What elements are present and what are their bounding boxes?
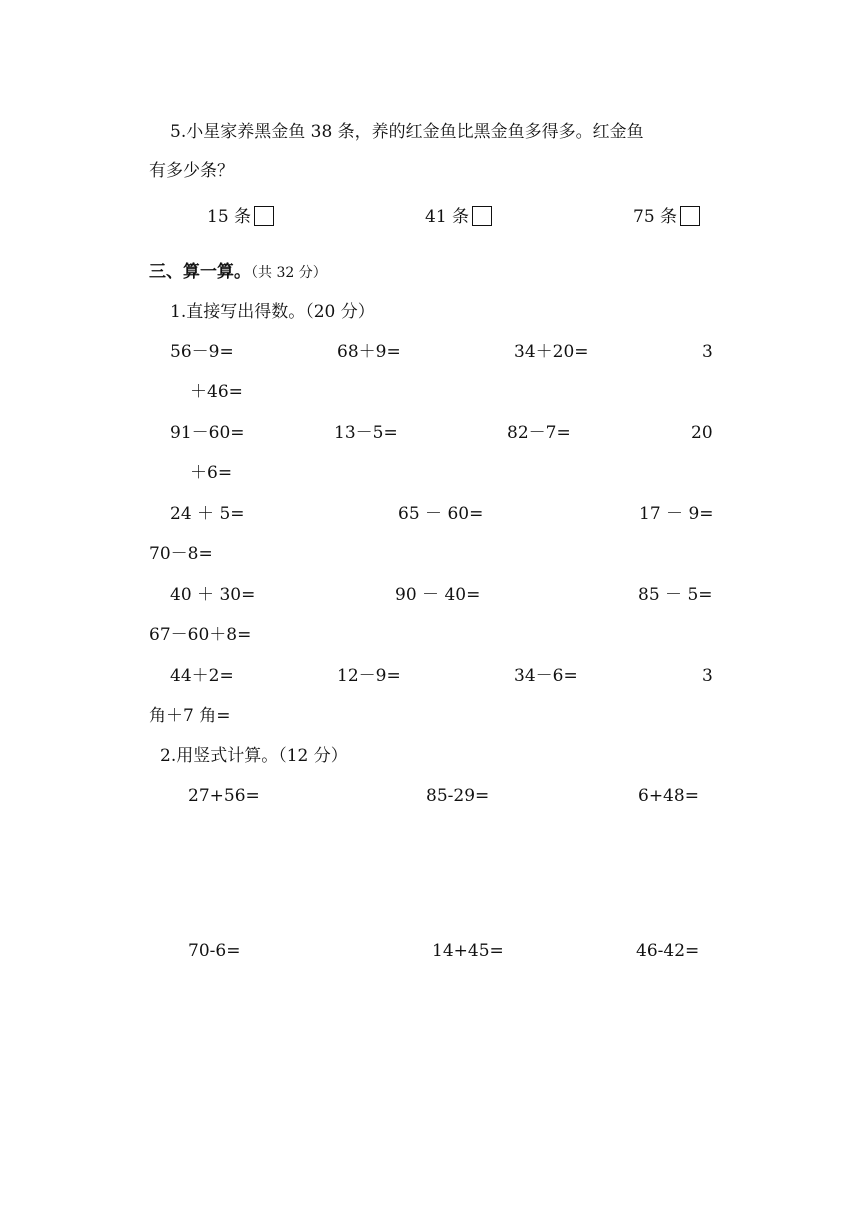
calc-item: 13－5=	[334, 423, 398, 443]
calc-item: 3	[702, 342, 713, 362]
option-label: 41 条	[425, 207, 470, 227]
calc-item: 20	[691, 423, 713, 443]
vertical-calc-item: 46-42=	[636, 941, 700, 961]
section-3-heading	[149, 262, 327, 283]
option-41	[425, 206, 492, 227]
question-5-line-1: 5.小星家养黑金鱼 38 条，养的红金鱼比黑金鱼多得多。红金鱼	[170, 122, 644, 142]
calc-item-wrap: 67－60＋8=	[149, 625, 252, 645]
calc-item-wrap: 角＋7 角=	[149, 706, 231, 726]
calc-item: 40 ＋ 30=	[170, 585, 256, 605]
vertical-calc-item: 27+56=	[188, 786, 260, 806]
vertical-calc-item: 14+45=	[432, 941, 504, 961]
answer-checkbox[interactable]	[680, 206, 700, 226]
calc-item: 65 － 60=	[398, 504, 484, 524]
calc-item: 34－6=	[514, 666, 578, 686]
vertical-calc-item: 85-29=	[426, 786, 490, 806]
calc-item: 68＋9=	[337, 342, 401, 362]
calc-item: 44＋2=	[170, 666, 234, 686]
calc-item: 90 － 40=	[395, 585, 481, 605]
calc-item: 34＋20=	[514, 342, 589, 362]
calc-item-wrap: 70－8=	[149, 544, 213, 564]
calc-item-wrap: ＋6=	[190, 463, 233, 483]
answer-checkbox[interactable]	[472, 206, 492, 226]
option-label: 15 条	[207, 207, 252, 227]
vertical-calc-item: 70-6=	[188, 941, 241, 961]
vertical-calc-item: 6+48=	[638, 786, 699, 806]
section-3-title: 三、算一算。	[149, 262, 251, 282]
calc-item-wrap: ＋46=	[190, 382, 243, 402]
calc-item: 56－9=	[170, 342, 234, 362]
question-5-line-2: 有多少条？	[149, 161, 234, 181]
calc-item: 82－7=	[507, 423, 571, 443]
calc-item: 91－60=	[170, 423, 245, 443]
calc-item: 85 － 5=	[638, 585, 713, 605]
answer-checkbox[interactable]	[254, 206, 274, 226]
part-1-title: 1.直接写出得数。（20 分）	[170, 302, 375, 322]
option-label: 75 条	[633, 207, 678, 227]
part-2-title: 2.用竖式计算。（12 分）	[160, 746, 348, 766]
calc-item: 3	[702, 666, 713, 686]
option-15	[207, 206, 274, 227]
calc-item: 12－9=	[337, 666, 401, 686]
calc-item: 24 ＋ 5=	[170, 504, 245, 524]
section-3-score: （共 32 分）	[251, 265, 327, 281]
calc-item: 17 － 9=	[639, 504, 714, 524]
option-75	[633, 206, 700, 227]
